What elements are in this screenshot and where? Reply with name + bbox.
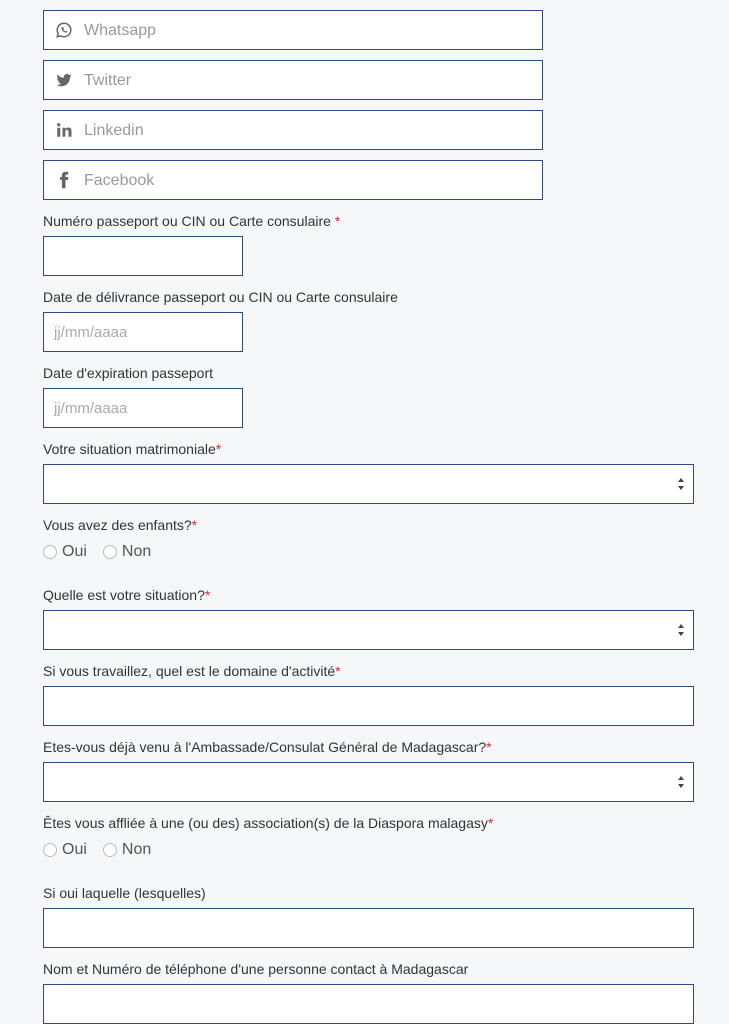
issue-date-input[interactable] [43, 312, 243, 352]
whatsapp-input[interactable] [43, 10, 543, 50]
contact-madagascar-label: Nom et Numéro de téléphone d'une personne contact à Madagascar [43, 961, 469, 977]
radio-label: Oui [62, 841, 87, 858]
passport-number-label [43, 213, 340, 229]
expiry-date-input[interactable] [43, 388, 243, 428]
which-association-label: Si oui laquelle (lesquelles) [43, 885, 206, 901]
contact-madagascar-input[interactable] [43, 984, 694, 1024]
passport-number-label-text: Numéro passeport ou CIN ou Carte consulaire [43, 213, 331, 229]
situation-select[interactable] [43, 610, 694, 650]
required-marker: * [334, 213, 341, 229]
visited-embassy-select[interactable] [43, 762, 694, 802]
required-marker: * [335, 663, 341, 679]
marital-status-select[interactable] [43, 464, 694, 504]
radio-circle[interactable] [103, 545, 117, 559]
whatsapp-icon [55, 21, 73, 39]
required-marker: * [215, 441, 222, 457]
association-label [43, 815, 493, 831]
association-label-text: Êtes vous affliée à une (ou des) association(s) de la Diaspora malagasy [43, 815, 488, 831]
twitter-input[interactable] [43, 60, 543, 100]
expiry-date-placeholder: jj/mm/aaaa [54, 400, 128, 417]
linkedin-icon [55, 121, 73, 139]
radio-label: Oui [62, 543, 87, 560]
expiry-date-label: Date d'expiration passeport [43, 365, 213, 381]
twitter-icon [55, 71, 73, 89]
radio-label: Non [121, 841, 152, 858]
children-label-text: Vous avez des enfants? [43, 517, 192, 533]
association-radio-non[interactable] [103, 841, 151, 859]
select-arrows-icon [678, 477, 684, 491]
radio-label: Non [121, 543, 152, 560]
facebook-input[interactable] [43, 160, 543, 200]
required-marker: * [191, 517, 198, 533]
work-domain-label-text: Si vous travaillez, quel est le domaine d'activité [43, 663, 336, 679]
whatsapp-placeholder: Whatsapp [84, 22, 157, 39]
required-marker: * [486, 739, 492, 755]
twitter-placeholder: Twitter [84, 72, 132, 89]
required-marker: * [487, 815, 494, 831]
situation-label [43, 587, 210, 603]
children-label [43, 517, 197, 533]
work-domain-label [43, 663, 341, 679]
radio-circle[interactable] [43, 545, 57, 559]
children-radio-non[interactable] [103, 543, 151, 561]
association-radio-group [43, 841, 167, 859]
linkedin-placeholder: Linkedin [84, 122, 144, 139]
select-arrows-icon [678, 775, 684, 789]
facebook-icon [55, 171, 73, 189]
visited-embassy-label-text: Etes-vous déjà venu à l'Ambassade/Consulat Général de Madagascar? [43, 739, 487, 755]
facebook-placeholder: Facebook [84, 172, 155, 189]
issue-date-placeholder: jj/mm/aaaa [54, 324, 128, 341]
radio-circle[interactable] [43, 843, 57, 857]
children-radio-oui[interactable] [43, 543, 87, 561]
passport-number-input[interactable] [43, 236, 243, 276]
which-association-input[interactable] [43, 908, 694, 948]
children-radio-group [43, 543, 167, 561]
required-marker: * [204, 587, 211, 603]
situation-label-text: Quelle est votre situation? [43, 587, 205, 603]
linkedin-input[interactable] [43, 110, 543, 150]
work-domain-input[interactable] [43, 686, 694, 726]
visited-embassy-label [43, 739, 492, 755]
marital-status-label-text: Votre situation matrimoniale [43, 441, 216, 457]
select-arrows-icon [678, 623, 684, 637]
marital-status-label [43, 441, 221, 457]
issue-date-label: Date de délivrance passeport ou CIN ou Carte consulaire [43, 289, 398, 305]
association-radio-oui[interactable] [43, 841, 87, 859]
radio-circle[interactable] [103, 843, 117, 857]
